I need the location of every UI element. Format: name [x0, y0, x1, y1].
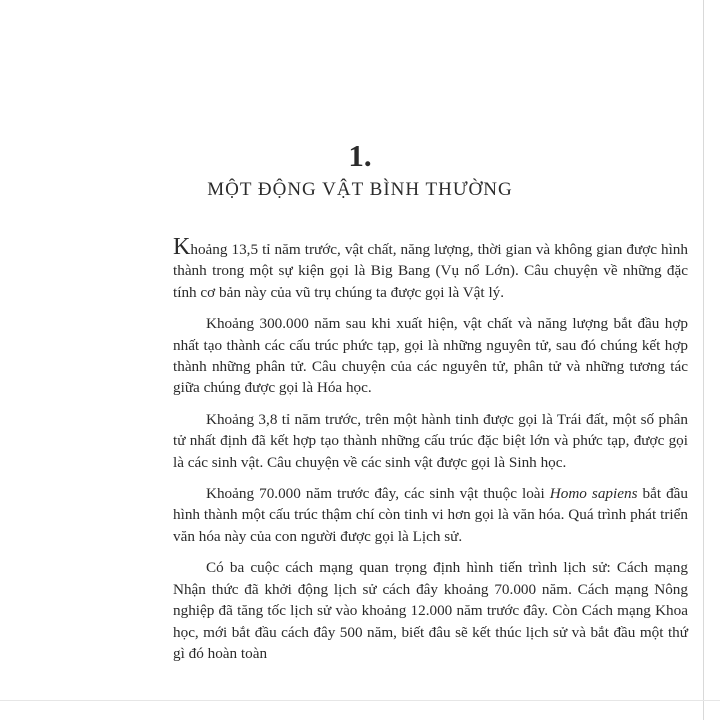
paragraph-1-text: hoảng 13,5 tỉ năm trước, vật chất, năng lượng, thời gian và không gian được hình thành trong một sự kiện gọi là Big Bang (Vụ nổ Lớn). Câu chuyện về những đặc tính cơ bản này của vũ trụ chúng ta được gọi là Vật lý.	[173, 241, 688, 301]
paragraph-3: Khoảng 3,8 tỉ năm trước, trên một hành tinh được gọi là Trái đất, một số phân tử nhất định đã kết hợp tạo thành những cấu trúc đặc biệt lớn và phức tạp, được gọi là các sinh vật. Câu chuyện về các sinh vật được gọi là Sinh học.	[173, 410, 688, 471]
paragraph-4	[173, 483, 688, 547]
paragraph-1	[173, 234, 688, 303]
chapter-title: MỘT ĐỘNG VẬT BÌNH THƯỜNG	[207, 179, 513, 200]
page-edge-bottom	[0, 700, 720, 701]
paragraph-4-italic-term: Homo sapiens	[549, 485, 638, 503]
chapter-body	[173, 234, 688, 674]
page-edge-right	[703, 0, 704, 720]
paragraph-4-text-b: bắt đầu hình thành một cấu trúc thậm chí còn tinh vi hơn gọi là văn hóa. Quá trình phát triển văn hóa này của con người được gọi là Lịch sử.	[173, 485, 688, 545]
paragraph-4-text-a: Khoảng 70.000 năm trước đây, các sinh vật thuộc loài	[206, 485, 550, 503]
drop-cap: K	[173, 234, 191, 260]
chapter-number: 1.	[348, 138, 372, 173]
paragraph-2: Khoảng 300.000 năm sau khi xuất hiện, vật chất và năng lượng bắt đầu hợp nhất tạo thành các cấu trúc phức tạp, gọi là những nguyên tử, sau đó chúng kết hợp thành những phân tử. Câu chuyện của các nguyên tử, phân tử và những tương tác giữa chúng được gọi là Hóa học.	[173, 315, 688, 397]
paragraph-5: Có ba cuộc cách mạng quan trọng định hình tiến trình lịch sử: Cách mạng Nhận thức đã khởi động lịch sử cách đây khoảng 70.000 năm. Cách mạng Nông nghiệp đã tăng tốc lịch sử vào khoảng 12.000 năm trước đây. Còn Cách mạng Khoa học, mới bắt đầu cách đây 500 năm, biết đâu sẽ kết thúc lịch sử và bắt đầu một thứ gì đó hoàn toàn	[173, 559, 688, 662]
